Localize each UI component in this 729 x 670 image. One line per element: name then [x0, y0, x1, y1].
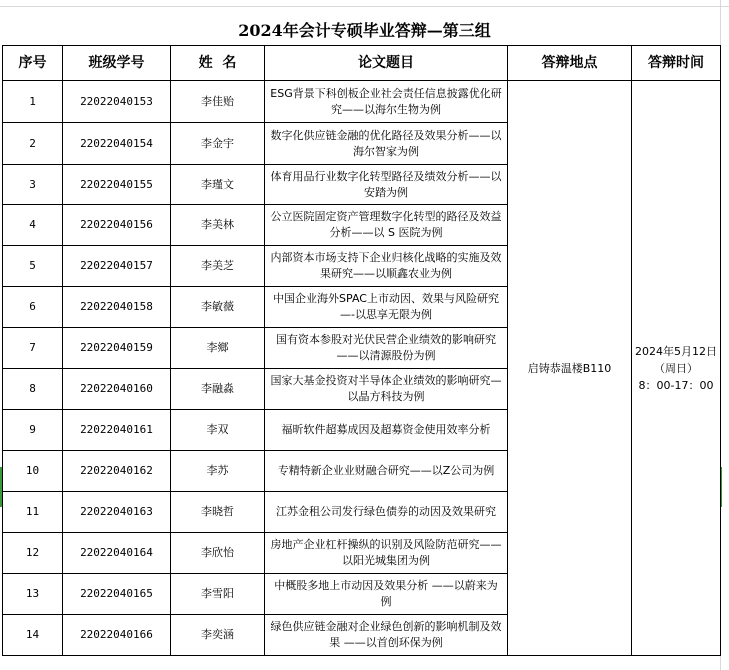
cell-name[interactable]: 李瑾文	[171, 165, 265, 205]
cell-location[interactable]: 启铸恭温楼B110	[508, 81, 632, 656]
cell-no[interactable]: 13	[3, 574, 63, 615]
cell-topic[interactable]: 江苏金租公司发行绿色债券的动因及效果研究	[265, 492, 508, 533]
cell-no[interactable]: 7	[3, 328, 63, 369]
cell-student-id[interactable]: 22022040166	[63, 615, 171, 656]
header-location[interactable]: 答辩地点	[508, 46, 632, 81]
header-no[interactable]: 序号	[3, 46, 63, 81]
cell-student-id[interactable]: 22022040161	[63, 410, 171, 451]
cell-name[interactable]: 李佳贻	[171, 81, 265, 123]
time-hours: 8：00-17：00	[638, 378, 714, 392]
cell-no[interactable]: 8	[3, 369, 63, 410]
cell-topic[interactable]: 专精特新企业业财融合研究——以Z公司为例	[265, 451, 508, 492]
defense-schedule-table	[2, 45, 721, 656]
cell-no[interactable]: 10	[3, 451, 63, 492]
time-weekday: （周日）	[654, 361, 698, 375]
cell-student-id[interactable]: 22022040153	[63, 81, 171, 123]
header-row	[3, 46, 721, 81]
header-topic[interactable]: 论文题目	[265, 46, 508, 81]
cell-name[interactable]: 李美林	[171, 205, 265, 246]
cell-no[interactable]: 11	[3, 492, 63, 533]
header-student-id[interactable]: 班级学号	[63, 46, 171, 81]
sheet-title[interactable]: 2024年会计专硕毕业答辩—第三组	[238, 21, 491, 40]
header-time[interactable]: 答辩时间	[632, 46, 721, 81]
cell-student-id[interactable]: 22022040155	[63, 165, 171, 205]
cell-topic[interactable]: 中概股多地上市动因及效果分析 ——以蔚来为例	[265, 574, 508, 615]
cell-no[interactable]: 2	[3, 123, 63, 165]
cell-name[interactable]: 李欣怡	[171, 533, 265, 574]
time-date: 2024年5月12日	[635, 344, 717, 358]
cell-name[interactable]: 李双	[171, 410, 265, 451]
cell-student-id[interactable]: 22022040165	[63, 574, 171, 615]
cell-topic[interactable]: 数字化供应链金融的优化路径及效果分析——以海尔智家为例	[265, 123, 508, 165]
cell-no[interactable]: 5	[3, 246, 63, 287]
cell-name[interactable]: 李奕涵	[171, 615, 265, 656]
cell-no[interactable]: 6	[3, 287, 63, 328]
cell-name[interactable]: 李美芝	[171, 246, 265, 287]
cell-no[interactable]: 4	[3, 205, 63, 246]
cell-student-id[interactable]: 22022040164	[63, 533, 171, 574]
cell-name[interactable]: 李鄉	[171, 328, 265, 369]
cell-no[interactable]: 1	[3, 81, 63, 123]
cell-student-id[interactable]: 22022040160	[63, 369, 171, 410]
cell-student-id[interactable]: 22022040156	[63, 205, 171, 246]
cell-student-id[interactable]: 22022040159	[63, 328, 171, 369]
cell-topic[interactable]: 国有资本参股对光伏民营企业绩效的影响研究——以清源股份为例	[265, 328, 508, 369]
cell-no[interactable]: 9	[3, 410, 63, 451]
cell-time[interactable]	[632, 81, 721, 656]
cell-no[interactable]: 3	[3, 165, 63, 205]
cell-name[interactable]: 李雪阳	[171, 574, 265, 615]
table-row	[3, 81, 721, 123]
cell-student-id[interactable]: 22022040157	[63, 246, 171, 287]
cell-topic[interactable]: 房地产企业杠杆操纵的识别及风险防范研究——以阳光城集团为例	[265, 533, 508, 574]
top-gridline	[0, 0, 729, 7]
cell-no[interactable]: 14	[3, 615, 63, 656]
cell-student-id[interactable]: 22022040163	[63, 492, 171, 533]
cell-topic[interactable]: 国家大基金投资对半导体企业绩效的影响研究—以晶方科技为例	[265, 369, 508, 410]
cell-topic[interactable]: 绿色供应链金融对企业绿色创新的影响机制及效果 ——以首创环保为例	[265, 615, 508, 656]
cell-no[interactable]: 12	[3, 533, 63, 574]
cell-name[interactable]: 李晓哲	[171, 492, 265, 533]
header-name[interactable]: 姓 名	[171, 46, 265, 81]
cell-name[interactable]: 李金宇	[171, 123, 265, 165]
cell-student-id[interactable]: 22022040154	[63, 123, 171, 165]
cell-topic[interactable]: 福昕软件超募成因及超募资金使用效率分析	[265, 410, 508, 451]
cell-student-id[interactable]: 22022040162	[63, 451, 171, 492]
cell-name[interactable]: 李苏	[171, 451, 265, 492]
cell-topic[interactable]: 内部资本市场支持下企业归核化战略的实施及效果研究——以顺鑫农业为例	[265, 246, 508, 287]
cell-topic[interactable]: 公立医院固定资产管理数字化转型的路径及效益分析——以 S 医院为例	[265, 205, 508, 246]
cell-name[interactable]: 李敏薇	[171, 287, 265, 328]
cell-name[interactable]: 李融淼	[171, 369, 265, 410]
cell-student-id[interactable]: 22022040158	[63, 287, 171, 328]
cell-topic[interactable]: 中国企业海外SPAC上市动因、效果与风险研究—-以思享无限为例	[265, 287, 508, 328]
cell-topic[interactable]: 体育用品行业数字化转型路径及绩效分析——以安踏为例	[265, 165, 508, 205]
cell-topic[interactable]: ESG背景下科创板企业社会责任信息披露优化研究——以海尔生物为例	[265, 81, 508, 123]
